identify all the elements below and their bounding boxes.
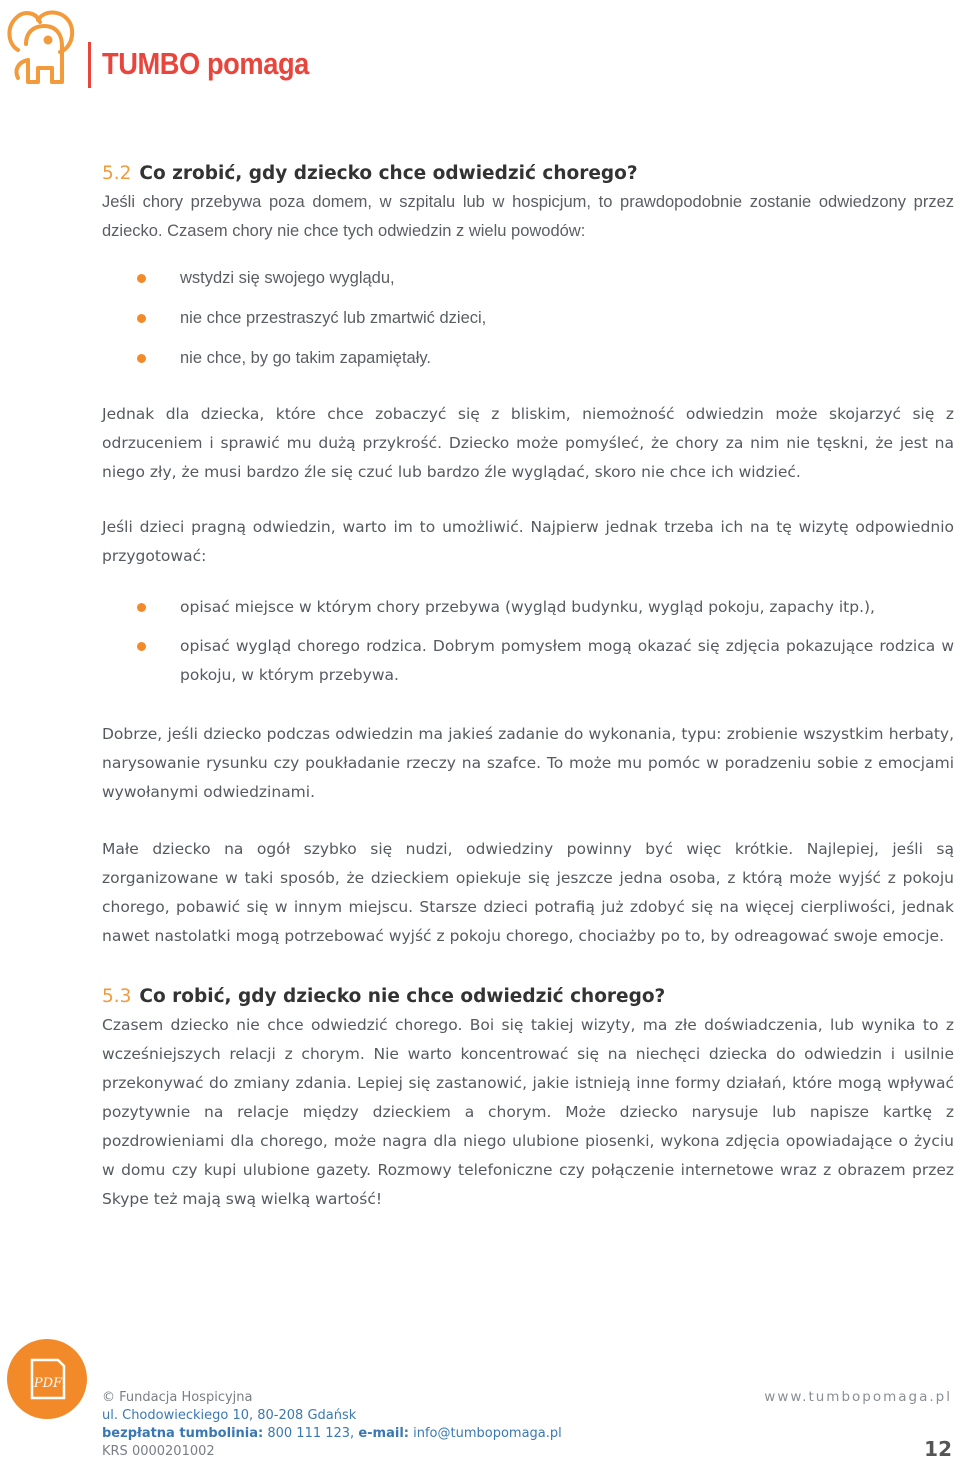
svg-text:PDF: PDF bbox=[33, 1376, 63, 1391]
list-item: nie chce, by go takim zapamiętały. bbox=[102, 338, 954, 378]
paragraph: Małe dziecko na ogół szybko się nudzi, odwiedziny powinny być więc krótkie. Najlepiej, jeśli są zorganizowane w taki sposób, że dzieckiem opiekuje się jeszcze jedna osoba, z którą może wyjść z pokoju chorego, pobawić się w innym miejscu. Starsze dzieci potrafią już zdobyć się na więcej cierpliwości, jednak nawet nastolatki mogą potrzebować wyjść z pokoju chorego, chociażby po to, by odreagować swoje emocje. bbox=[102, 840, 954, 945]
main-content bbox=[102, 160, 954, 1214]
list-item: opisać miejsce w którym chory przebywa (wygląd budynku, wygląd pokoju, zapachy itp.), bbox=[102, 593, 954, 622]
list-item: opisać wygląd chorego rodzica. Dobrym pomysłem mogą okazać się zdjęcia pokazujące rodzica w pokoju, w którym przebywa. bbox=[102, 632, 954, 690]
footer-krs: KRS 0000201002 bbox=[102, 1444, 215, 1459]
logo-divider bbox=[88, 42, 91, 88]
bullet-dot-icon bbox=[137, 354, 146, 363]
section-title: Co robić, gdy dziecko nie chce odwiedzić chorego? bbox=[139, 986, 666, 1007]
section-heading bbox=[102, 983, 954, 1011]
bullet-dot-icon bbox=[137, 274, 146, 283]
section-title: Co zrobić, gdy dziecko chce odwiedzić chorego? bbox=[139, 163, 638, 184]
page-header bbox=[0, 0, 960, 100]
paragraph: Jednak dla dziecka, które chce zobaczyć się z bliskim, niemożność odwiedzin może skojarzyć się z odrzuceniem i sprawić mu dużą przykrość. Dziecko może pomyśleć, że chory za nim nie tęskni, że jest na niego zły, że musi bardzo źle się czuć lub bardzo źle wyglądać, skoro nie chce ich widzieć. bbox=[102, 405, 954, 481]
footer-url-link[interactable]: www.tumbopomaga.pl bbox=[764, 1389, 952, 1405]
pdf-badge-icon bbox=[6, 1338, 88, 1420]
section-number: 5.3 bbox=[102, 986, 132, 1007]
list-item: nie chce przestraszyć lub zmartwić dzieci, bbox=[102, 298, 954, 338]
brand-name: TUMBO pomaga bbox=[102, 46, 309, 81]
footer-hotline: bezpłatna tumbolinia: 800 111 123, e-mail: info@tumbopomaga.pl bbox=[102, 1426, 562, 1441]
elephant-logo-icon bbox=[4, 4, 78, 90]
paragraph: Jeśli dzieci pragną odwiedzin, warto im to umożliwić. Najpierw jednak trzeba ich na tę wizytę odpowiednio przygotować: bbox=[102, 518, 954, 565]
list-item: wstydzi się swojego wyglądu, bbox=[102, 258, 954, 298]
section-number: 5.2 bbox=[102, 163, 132, 184]
section-heading bbox=[102, 160, 954, 188]
footer-address: ul. Chodowieckiego 10, 80-208 Gdańsk bbox=[102, 1408, 357, 1423]
preparation-list bbox=[102, 593, 954, 690]
footer-contact bbox=[102, 1389, 562, 1461]
bullet-dot-icon bbox=[137, 603, 146, 612]
intro-paragraph: Jeśli chory przebywa poza domem, w szpitalu lub w hospicjum, to prawdopodobnie zostanie odwiedzony przez dziecko. Czasem chory nie chce tych odwiedzin z wielu powodów: bbox=[102, 193, 954, 240]
paragraph: Czasem dziecko nie chce odwiedzić chorego. Boi się takiej wizyty, ma złe doświadczenia, lub wynika to z wcześniejszych relacji z chorym. Nie warto koncentrować się na niechęci dziecka do odwiedzin i usilnie przekonywać do zmiany zdania. Lepiej się zastanowić, jakie istnieją inne formy działań, które mogą wpływać pozytywnie na relacje między dzieckiem a chorym. Może dziecko narysuje lub napisze kartkę z pozdrowieniami dla chorego, może nagra dla niego ulubione piosenki, wykona zdjęcia opowiadające o życiu w domu czy kupi ulubione gazety. Rozmowy telefoniczne czy połączenie internetowe wraz z obrazem przez Skype też mają swą wielką wartość! bbox=[102, 1016, 954, 1208]
footer-org: © Fundacja Hospicyjna bbox=[102, 1390, 253, 1405]
footer-email[interactable]: info@tumbopomaga.pl bbox=[408, 1426, 562, 1441]
paragraph: Dobrze, jeśli dziecko podczas odwiedzin ma jakieś zadanie do wykonania, typu: zrobienie wszystkim herbaty, narysowanie rysunku czy poukładanie rzeczy na szafce. To może mu pomóc w poradzeniu sobie z emocjami wywołanymi odwiedzinami. bbox=[102, 725, 954, 801]
page-number: 12 bbox=[924, 1437, 952, 1461]
bullet-dot-icon bbox=[137, 642, 146, 651]
bullet-dot-icon bbox=[137, 314, 146, 323]
reasons-list bbox=[102, 258, 954, 378]
